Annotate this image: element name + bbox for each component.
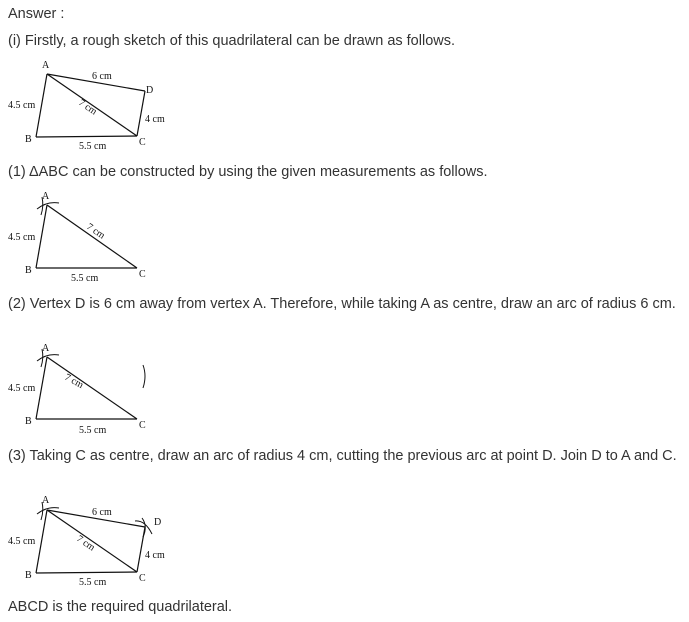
vertex-label-b: B — [25, 416, 32, 427]
rough-sketch-figure — [0, 55, 180, 155]
measure-bc: 5.5 cm — [79, 577, 107, 588]
measure-ab: 4.5 cm — [8, 100, 36, 111]
radius-6cm-arc-icon — [143, 365, 145, 388]
triangle-abc-figure — [0, 185, 160, 285]
final-quadrilateral-figure — [0, 490, 180, 590]
answer-heading: Answer : — [8, 6, 65, 22]
vertex-label-a: A — [42, 191, 50, 202]
vertex-label-a: A — [42, 495, 50, 506]
vertex-label-b: B — [25, 134, 32, 145]
vertex-label-c: C — [139, 420, 146, 431]
vertex-label-c: C — [139, 269, 146, 280]
vertex-label-c: C — [139, 573, 146, 584]
vertex-label-a: A — [42, 343, 50, 354]
vertex-label-b: B — [25, 570, 32, 581]
vertex-label-b: B — [25, 265, 32, 276]
measure-ac: 7 cm — [74, 533, 97, 554]
vertex-label-c: C — [139, 137, 146, 148]
vertex-label-a: A — [42, 60, 50, 71]
measure-bc: 5.5 cm — [79, 425, 107, 436]
step-2-text: (2) Vertex D is 6 cm away from vertex A. Therefore, while taking A as centre, draw an arc of radius 6 cm. — [8, 296, 676, 312]
vertex-label-d: D — [154, 517, 162, 528]
measure-ab: 4.5 cm — [8, 383, 36, 394]
step-1-text: (1) ΔABC can be constructed by using the given measurements as follows. — [8, 164, 488, 180]
step-intro-text: (i) Firstly, a rough sketch of this quadrilateral can be drawn as follows. — [8, 33, 456, 49]
vertex-label-d: D — [146, 85, 154, 96]
radius-6cm-arc-icon — [142, 518, 145, 537]
measure-cd: 4 cm — [145, 114, 165, 125]
arc-from-a-figure — [0, 335, 180, 440]
measure-ab: 4.5 cm — [8, 232, 36, 243]
measure-ad: 6 cm — [92, 71, 112, 82]
measure-ad: 6 cm — [92, 507, 112, 518]
measure-ac: 7 cm — [62, 371, 86, 391]
measure-ac: 7 cm — [84, 221, 107, 242]
measure-bc: 5.5 cm — [71, 273, 99, 284]
step-3-text: (3) Taking C as centre, draw an arc of radius 4 cm, cutting the previous arc at point D. Join D to A and C. — [8, 448, 677, 464]
measure-ac: 7 cm — [76, 97, 99, 118]
measure-ab: 4.5 cm — [8, 536, 36, 547]
conclusion-text: ABCD is the required quadrilateral. — [8, 599, 233, 615]
measure-bc: 5.5 cm — [79, 141, 107, 152]
measure-cd: 4 cm — [145, 550, 165, 561]
